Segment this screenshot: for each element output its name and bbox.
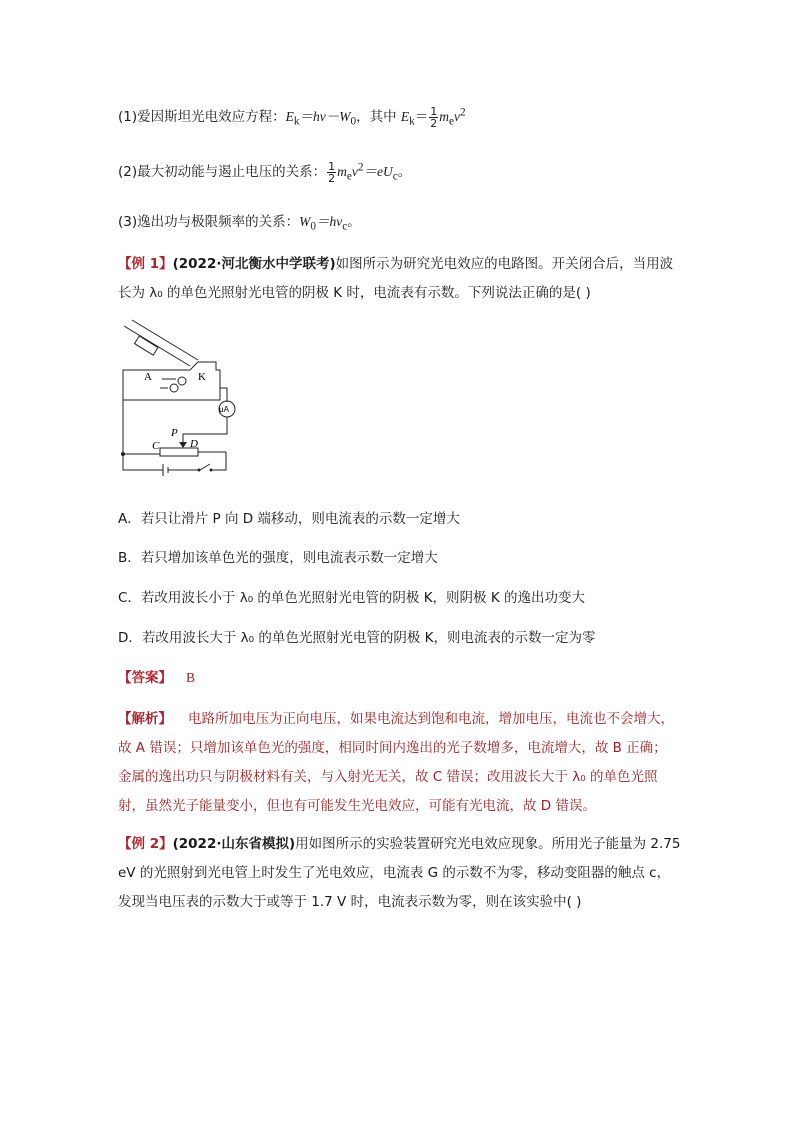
switch-contact-icon (198, 469, 201, 472)
label-D: D (190, 438, 198, 450)
example-2-question (118, 830, 688, 917)
formula-1: (1)爱因斯坦光电效应方程：$E_k=h\nu-W_0$，其中 $E_k=$ $\frac{1}{2}$ $m_ev^2$ (118, 104, 466, 130)
analysis-line-3: 金属的逸出功只与阴极材料有关，与入射光无关，故 C 错误；改用波长大于 λ₀ 的单色光照 (118, 769, 658, 785)
fraction-half: $\frac{1}{2}$ (430, 104, 438, 130)
electron-icon (170, 384, 178, 392)
label-P: P (171, 427, 178, 439)
light-source-icon (135, 336, 158, 355)
wire-battery (123, 454, 163, 470)
photoelectric-circuit-diagram (118, 318, 238, 478)
option-c: C．若改用波长小于 λ₀ 的单色光照射光电管的阴极 K，则阴极 K 的逸出功变大 (118, 590, 585, 606)
option-b: B．若只增加该单色光的强度，则电流表示数一定增大 (118, 550, 438, 566)
fraction-half: $\frac{1}{2}$ (328, 159, 336, 185)
answer-line: 【答案】 B (118, 670, 196, 686)
formula-2: (2)最大初动能与遏止电压的关系： $\frac{1}{2}$ $m_ev^2=eU_c$。 (118, 159, 412, 185)
example-2-line-2: eV 的光照射到光电管上时发生了光电效应，电流表 G 的示数不为零，移动变阻器的触点 c， (118, 865, 671, 881)
example-2-line-3: 发现当电压表的示数大于或等于 1.7 V 时，电流表示数为零，则在该实验中( ) (118, 894, 582, 910)
analysis-line-2: 故 A 错误；只增加该单色光的强度，相同时间内逸出的光子数增多，电流增大，故 B 正确； (118, 740, 667, 756)
option-d: D．若改用波长大于 λ₀ 的单色光照射光电管的阴极 K，则电流表的示数一定为零 (118, 630, 596, 646)
electron-icon (178, 377, 186, 385)
example-2-line-1: 【例 2】(2022·山东省模拟)用如图所示的实验装置研究光电效应现象。所用光子能量为 2.75 (118, 836, 681, 852)
label-C: C (152, 440, 160, 452)
label-A: A (144, 371, 152, 383)
analysis-line-4: 射，虽然光子能量变小，但也有可能发生光电效应，可能有光电流，故 D 错误。 (118, 798, 596, 814)
option-a: A．若只让滑片 P 向 D 端移动，则电流表的示数一定增大 (118, 511, 460, 527)
switch-contact-icon (210, 469, 213, 472)
junction-dot-icon (121, 452, 125, 456)
wire-right (220, 388, 227, 402)
analysis-block (118, 705, 688, 821)
light-ray-line (132, 320, 198, 360)
label-meter: μA (219, 405, 229, 414)
wire-switch (212, 452, 226, 470)
wire-left (123, 388, 143, 454)
analysis-line-1: 【解析】 电路所加电压为正向电压，如果电流达到饱和电流，增加电压，电流也不会增大， (118, 711, 674, 727)
example-1-line-2: 长为 λ₀ 的单色光照射光电管的阴极 K 时，电流表有示数。下列说法正确的是( ) (118, 285, 591, 301)
example-1-question (118, 250, 688, 308)
formula-3: (3)逸出功与极限频率的关系：$W_0=h\nu_c$。 (118, 214, 361, 233)
slider-arrow-icon (179, 442, 187, 448)
light-ray-line (124, 326, 190, 366)
switch-icon (200, 464, 210, 470)
label-K: K (198, 371, 206, 383)
example-1-line-1: 【例 1】(2022·河北衡水中学联考)如图所示为研究光电效应的电路图。开关闭合后，当用波 (118, 256, 674, 272)
